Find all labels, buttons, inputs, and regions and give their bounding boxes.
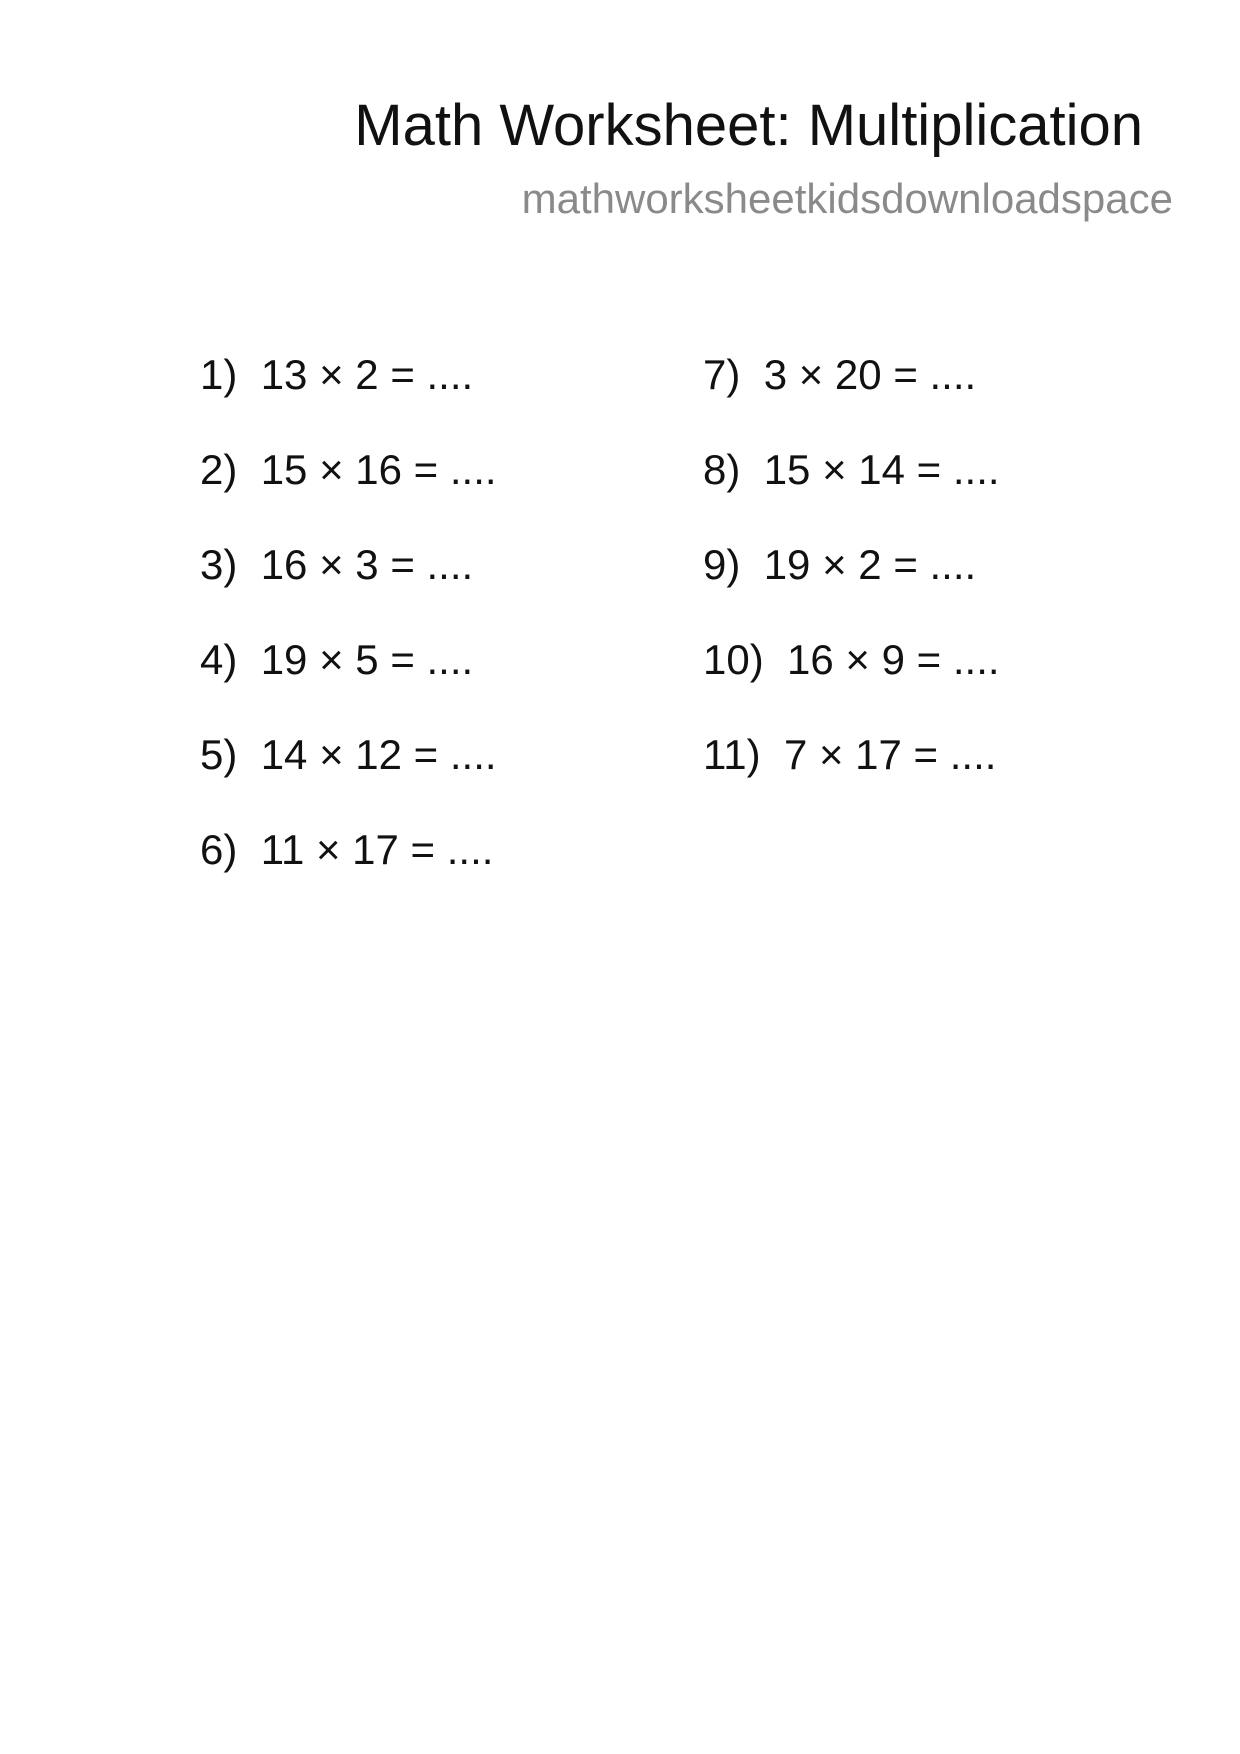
worksheet-header <box>273 92 1173 224</box>
problem-item <box>200 445 497 540</box>
problem-column-right <box>703 350 1000 825</box>
problem-column-left <box>200 350 497 920</box>
problem-number: 8) <box>703 446 741 493</box>
problem-number: 10) <box>703 636 764 683</box>
problem-item <box>200 730 497 825</box>
problem-item <box>703 445 1000 540</box>
problem-expression: 19 × 5 = .... <box>260 636 474 683</box>
problem-number: 4) <box>200 636 238 683</box>
page-title: Math Worksheet: Multiplication <box>354 93 1143 158</box>
problem-expression: 13 × 2 = .... <box>260 351 474 398</box>
problem-item <box>200 350 497 445</box>
problem-item <box>703 540 1000 635</box>
problem-number: 6) <box>200 826 238 873</box>
page-subtitle: mathworksheetkidsdownloadspace <box>521 175 1173 222</box>
problem-expression: 3 × 20 = .... <box>763 351 977 398</box>
problem-expression: 16 × 9 = .... <box>787 636 1000 683</box>
problem-number: 7) <box>703 351 741 398</box>
problem-expression: 11 × 17 = .... <box>260 826 494 873</box>
problem-number: 1) <box>200 351 238 398</box>
problem-item <box>200 635 497 730</box>
problem-expression: 7 × 17 = .... <box>783 731 997 778</box>
problem-item <box>200 825 497 920</box>
problem-expression: 15 × 16 = .... <box>260 446 497 493</box>
problem-item <box>703 350 1000 445</box>
problem-item <box>703 635 1000 730</box>
problem-number: 11) <box>703 731 761 778</box>
problem-list <box>0 350 1240 910</box>
problem-number: 3) <box>200 541 238 588</box>
problem-item <box>703 730 1000 825</box>
problem-expression: 14 × 12 = .... <box>260 731 497 778</box>
problem-number: 9) <box>703 541 741 588</box>
problem-item <box>200 540 497 635</box>
problem-expression: 19 × 2 = .... <box>763 541 977 588</box>
problem-number: 2) <box>200 446 238 493</box>
problem-expression: 15 × 14 = .... <box>763 446 1000 493</box>
problem-expression: 16 × 3 = .... <box>260 541 474 588</box>
problem-number: 5) <box>200 731 238 778</box>
